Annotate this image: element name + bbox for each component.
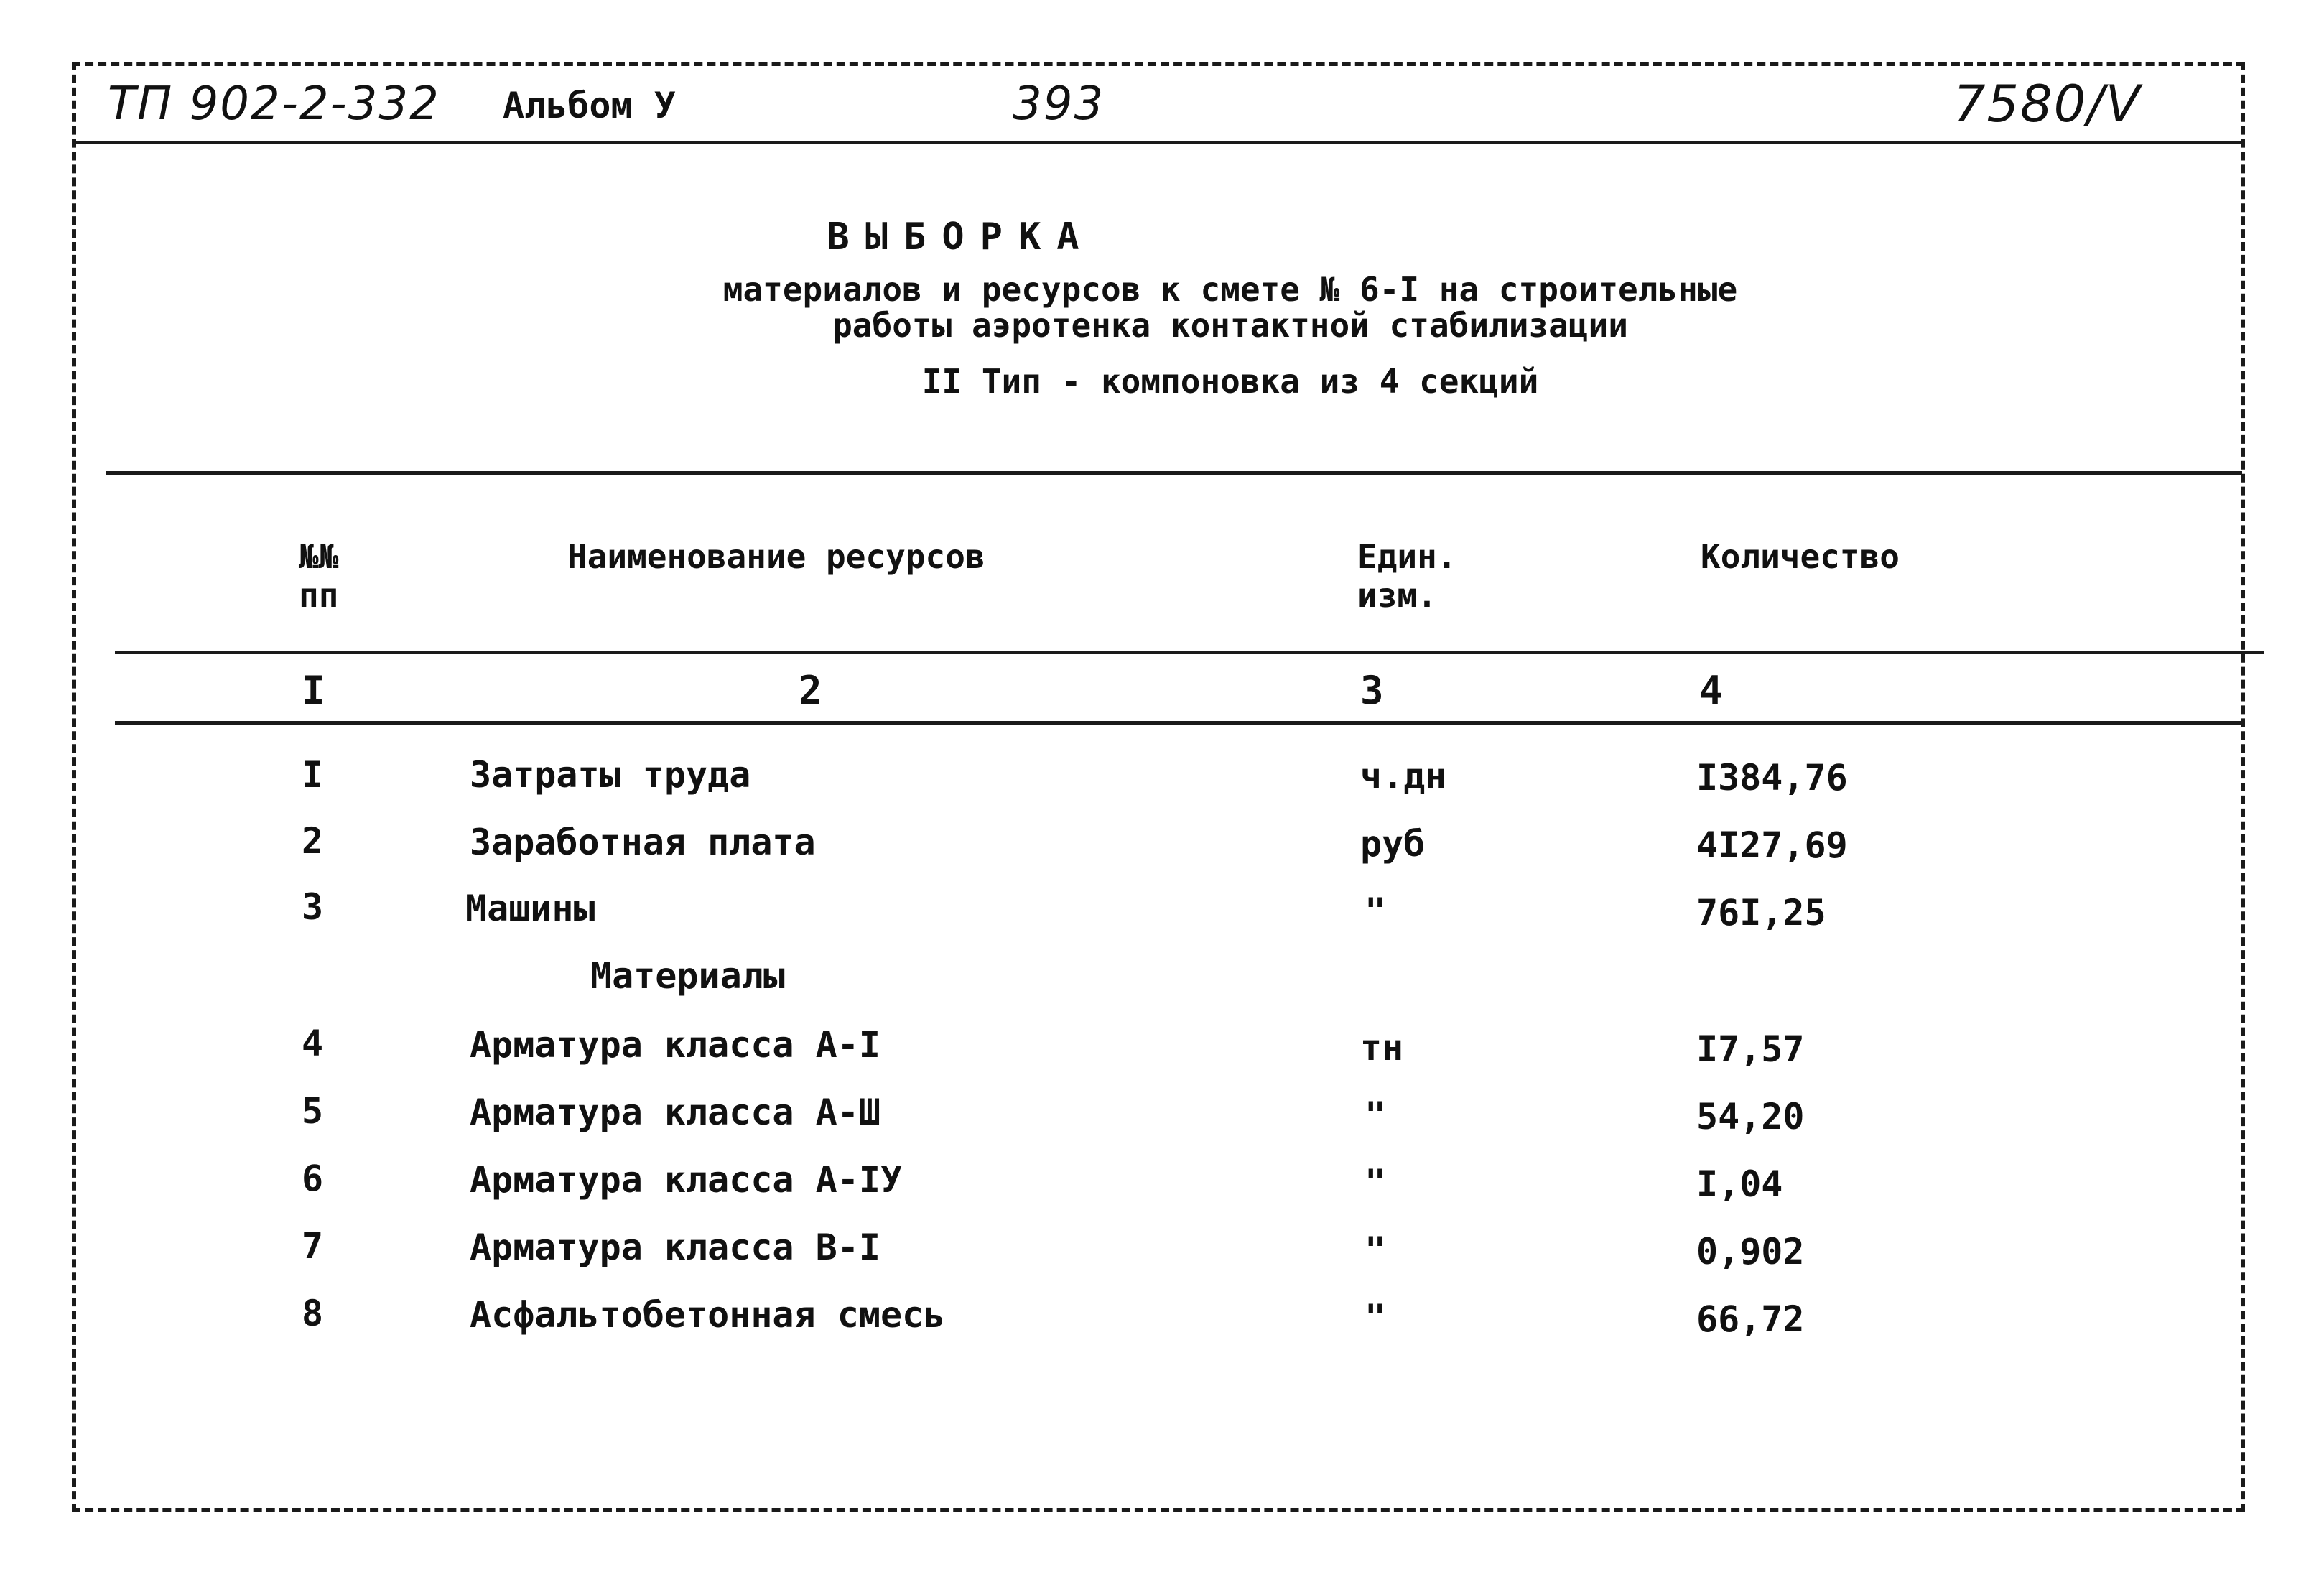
row-qty: 0,902 <box>1696 1231 1805 1273</box>
row-name: Заработная плата <box>470 822 816 863</box>
column-header-num <box>299 537 338 615</box>
inventory-number: 7580/V <box>1953 75 2142 134</box>
column-index: 2 <box>799 668 822 713</box>
row-qty: 66,72 <box>1696 1298 1805 1340</box>
row-qty: I,04 <box>1696 1163 1783 1205</box>
subtitle-line-3: II Тип - компоновка из 4 секций <box>921 362 1539 401</box>
row-num: 6 <box>302 1158 324 1199</box>
index-bottom-rule <box>115 721 2242 725</box>
header-bottom-rule <box>115 651 2264 654</box>
column-index: 4 <box>1699 668 1723 713</box>
row-name: Арматура класса В-I <box>470 1227 880 1268</box>
table-top-rule <box>106 471 2242 475</box>
row-qty: I7,57 <box>1696 1028 1805 1070</box>
row-num: 5 <box>302 1090 324 1132</box>
row-name: Арматура класса А-I <box>470 1024 880 1066</box>
header-divider <box>75 141 2242 144</box>
row-name: Арматура класса А-Ш <box>470 1092 880 1133</box>
column-header-num-line1: №№ <box>299 537 339 576</box>
row-unit: " <box>1365 1229 1387 1271</box>
page-number: 393 <box>1013 78 1105 131</box>
row-num: 8 <box>302 1293 324 1334</box>
row-num: 2 <box>302 820 324 862</box>
row-unit: " <box>1365 890 1387 932</box>
column-header-unit-line1: Един. <box>1357 537 1457 576</box>
subtitle-line-2: работы аэротенка контактной стабилизации <box>832 306 1628 345</box>
title-block <box>0 215 2324 401</box>
row-qty: 4I27,69 <box>1696 824 1848 866</box>
column-header-unit <box>1357 537 1456 615</box>
row-unit: " <box>1365 1162 1387 1204</box>
album-label: Альбом У <box>503 85 676 126</box>
row-num: I <box>302 754 324 796</box>
column-header-qty: Количество <box>1701 537 1900 576</box>
column-index: I <box>302 668 325 713</box>
doc-code: ТП 902-2-332 <box>108 78 440 131</box>
row-unit: " <box>1365 1297 1387 1339</box>
column-index: 3 <box>1360 668 1384 713</box>
row-unit: руб <box>1360 823 1426 865</box>
row-num: 7 <box>302 1225 324 1267</box>
row-name: Затраты труда <box>470 754 751 796</box>
row-unit: ч.дн <box>1360 755 1447 797</box>
row-qty: 76I,25 <box>1696 892 1826 934</box>
row-unit: " <box>1365 1094 1387 1136</box>
row-name: Асфальтобетонная смесь <box>470 1294 946 1336</box>
row-name: Арматура класса А-IУ <box>470 1159 903 1201</box>
row-qty: I384,76 <box>1696 757 1848 799</box>
subtitle-line-1: материалов и ресурсов к смете № 6-I на строительные <box>722 270 1738 309</box>
row-num: 3 <box>302 886 324 928</box>
column-header-unit-line2: изм. <box>1357 576 1437 615</box>
column-header-num-line2: пп <box>299 576 339 615</box>
row-name: Машины <box>465 888 595 929</box>
row-qty: 54,20 <box>1696 1096 1805 1138</box>
row-num: 4 <box>302 1023 324 1064</box>
column-header-name: Наименование ресурсов <box>567 537 985 576</box>
row-unit: тн <box>1360 1027 1404 1069</box>
document-title: ВЫБОРКА <box>827 215 1095 259</box>
section-heading: Материалы <box>590 955 785 997</box>
